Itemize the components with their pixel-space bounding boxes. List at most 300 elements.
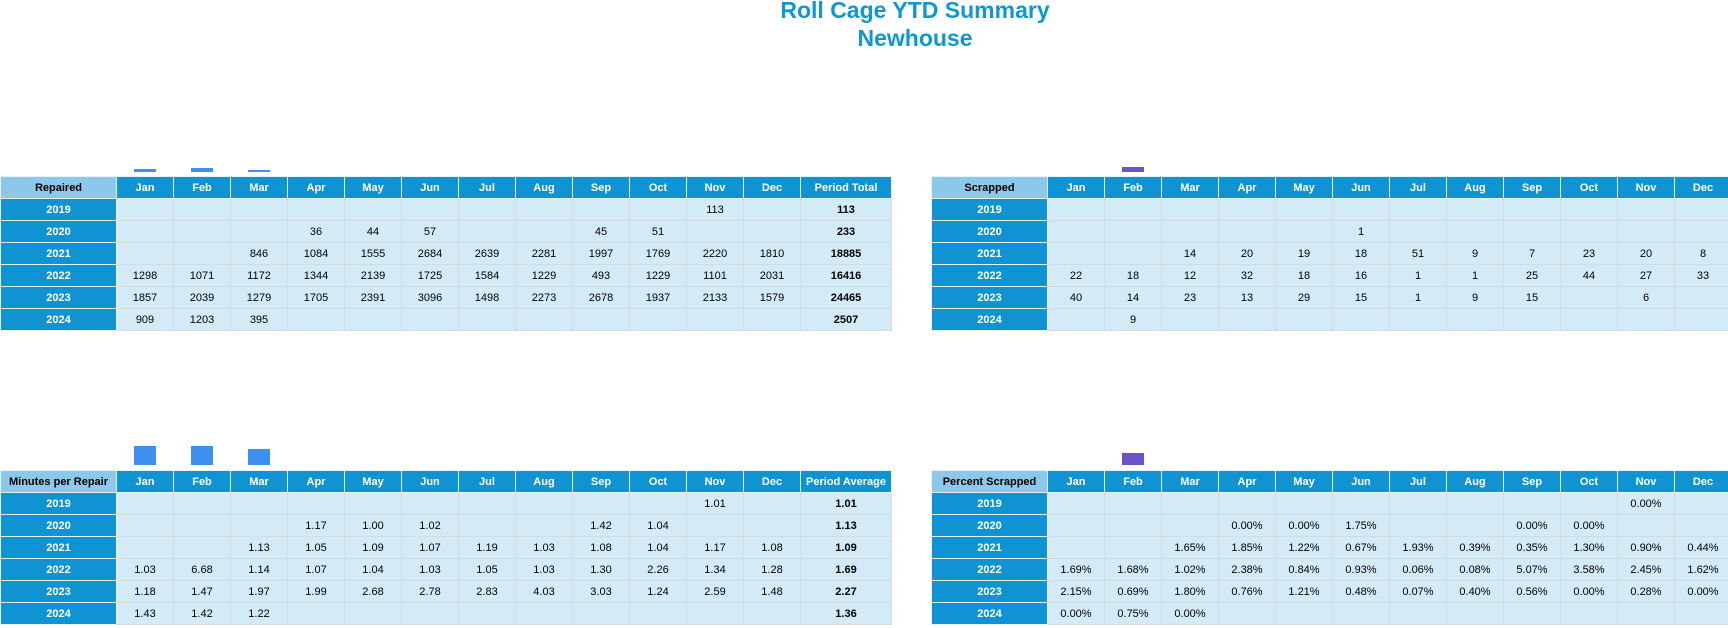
- table-cell: [288, 199, 345, 221]
- month-header: Feb: [174, 471, 231, 493]
- table-cell: [573, 603, 630, 625]
- table-cell: 1.21%: [1276, 581, 1333, 603]
- table-cell: [1048, 493, 1105, 515]
- month-header: Nov: [1618, 471, 1675, 493]
- table-cell: [174, 537, 231, 559]
- table-cell: [516, 309, 573, 331]
- table-cell: 1.75%: [1333, 515, 1390, 537]
- month-header: Apr: [288, 177, 345, 199]
- table-cell: 1298: [117, 265, 174, 287]
- table-cell: [630, 309, 687, 331]
- table-cell: 0.00%: [1618, 493, 1675, 515]
- table-cell: 1.04: [345, 559, 402, 581]
- table-cell: 33: [1675, 265, 1728, 287]
- table-cell: [1390, 199, 1447, 221]
- table-row: [932, 515, 1728, 537]
- month-header: Jun: [402, 471, 459, 493]
- table-row: [932, 537, 1728, 559]
- table-cell: 1279: [231, 287, 288, 309]
- table-cell: 25: [1504, 265, 1561, 287]
- table-row: [932, 199, 1728, 221]
- table-cell: [1276, 199, 1333, 221]
- table-cell: 23: [1561, 243, 1618, 265]
- table-cell: [573, 199, 630, 221]
- table-cell: 1.08: [744, 537, 801, 559]
- year-label: 2023: [1, 287, 117, 309]
- year-label: 2020: [932, 221, 1048, 243]
- table-cell: [174, 515, 231, 537]
- row-total-cell: 2.27: [801, 581, 892, 603]
- table-cell: [1105, 221, 1162, 243]
- table-cell: 1229: [630, 265, 687, 287]
- month-header: Nov: [1618, 177, 1675, 199]
- table-row: [932, 287, 1728, 309]
- table-cell: [174, 243, 231, 265]
- table-cell: [459, 221, 516, 243]
- table-cell: 27: [1618, 265, 1675, 287]
- table-cell: 40: [1048, 287, 1105, 309]
- month-header: Aug: [1447, 471, 1504, 493]
- table-row: [1, 265, 892, 287]
- table-cell: 13: [1219, 287, 1276, 309]
- table-cell: 1.22: [231, 603, 288, 625]
- table-cell: [1162, 515, 1219, 537]
- row-total-cell: 233: [801, 221, 892, 243]
- table-cell: 2.26: [630, 559, 687, 581]
- month-header: Jun: [1333, 177, 1390, 199]
- year-label: 2024: [1, 603, 117, 625]
- month-header: Oct: [1561, 471, 1618, 493]
- table-cell: [1390, 603, 1447, 625]
- table-cell: [744, 199, 801, 221]
- table-cell: 1.68%: [1105, 559, 1162, 581]
- table-cell: 2391: [345, 287, 402, 309]
- year-label: 2021: [1, 243, 117, 265]
- table-cell: 7: [1504, 243, 1561, 265]
- table-cell: [516, 199, 573, 221]
- row-total-cell: 1.69: [801, 559, 892, 581]
- table-cell: [288, 309, 345, 331]
- table-cell: [1390, 309, 1447, 331]
- row-total-cell: 1.13: [801, 515, 892, 537]
- table-cell: 3.58%: [1561, 559, 1618, 581]
- percent-corner-label: Percent Scrapped: [932, 471, 1048, 493]
- table-cell: 2639: [459, 243, 516, 265]
- table-cell: [1276, 309, 1333, 331]
- table-cell: 1.04: [630, 515, 687, 537]
- table-cell: [1105, 199, 1162, 221]
- table-cell: 1101: [687, 265, 744, 287]
- table-cell: 0.08%: [1447, 559, 1504, 581]
- table-cell: [1447, 515, 1504, 537]
- table-cell: [1276, 221, 1333, 243]
- table-cell: 1810: [744, 243, 801, 265]
- percent-header-row: [932, 471, 1728, 493]
- table-cell: [459, 603, 516, 625]
- table-cell: [1219, 199, 1276, 221]
- table-cell: 1.97: [231, 581, 288, 603]
- table-cell: 18: [1276, 265, 1333, 287]
- minutes-corner-label: Minutes per Repair: [1, 471, 117, 493]
- month-header: Jan: [117, 177, 174, 199]
- table-cell: 2031: [744, 265, 801, 287]
- year-label: 2023: [932, 287, 1048, 309]
- table-cell: 6: [1618, 287, 1675, 309]
- table-cell: 0.00%: [1504, 515, 1561, 537]
- table-cell: 9: [1447, 243, 1504, 265]
- table-cell: [1276, 493, 1333, 515]
- table-cell: 2139: [345, 265, 402, 287]
- table-cell: [402, 493, 459, 515]
- month-header: May: [1276, 177, 1333, 199]
- month-header: Mar: [1162, 177, 1219, 199]
- table-cell: [1276, 603, 1333, 625]
- month-header: Sep: [1504, 177, 1561, 199]
- table-cell: [1162, 199, 1219, 221]
- table-cell: 909: [117, 309, 174, 331]
- table-cell: 0.00%: [1219, 515, 1276, 537]
- table-cell: 0.28%: [1618, 581, 1675, 603]
- table-row: [1, 309, 892, 331]
- month-header: Nov: [687, 471, 744, 493]
- month-header: Mar: [231, 471, 288, 493]
- table-row: [932, 265, 1728, 287]
- table-cell: [1675, 309, 1728, 331]
- year-label: 2021: [932, 537, 1048, 559]
- table-cell: 493: [573, 265, 630, 287]
- year-label: 2020: [1, 221, 117, 243]
- table-cell: 36: [288, 221, 345, 243]
- repaired-total-header: Period Total: [801, 177, 892, 199]
- table-cell: 2684: [402, 243, 459, 265]
- table-cell: 32: [1219, 265, 1276, 287]
- table-cell: [1561, 221, 1618, 243]
- month-header: Jul: [1390, 471, 1447, 493]
- table-cell: [1675, 515, 1728, 537]
- table-cell: [687, 515, 744, 537]
- table-cell: 1.99: [288, 581, 345, 603]
- table-cell: [1561, 309, 1618, 331]
- table-cell: [630, 493, 687, 515]
- table-cell: 8: [1675, 243, 1728, 265]
- table-cell: 2.68: [345, 581, 402, 603]
- table-cell: 1.30: [573, 559, 630, 581]
- row-total-cell: 24465: [801, 287, 892, 309]
- table-cell: [1219, 603, 1276, 625]
- table-cell: [1504, 493, 1561, 515]
- sparkline-bar: [1122, 453, 1144, 465]
- table-cell: 14: [1162, 243, 1219, 265]
- table-cell: 5.07%: [1504, 559, 1561, 581]
- table-cell: 1.08: [573, 537, 630, 559]
- table-cell: 2.45%: [1618, 559, 1675, 581]
- table-row: [932, 243, 1728, 265]
- table-cell: 1084: [288, 243, 345, 265]
- table-cell: 0.39%: [1447, 537, 1504, 559]
- month-header: Feb: [174, 177, 231, 199]
- table-cell: 1.02: [402, 515, 459, 537]
- table-cell: 1203: [174, 309, 231, 331]
- table-cell: [516, 603, 573, 625]
- table-cell: [1561, 603, 1618, 625]
- table-cell: 1344: [288, 265, 345, 287]
- year-label: 2019: [1, 199, 117, 221]
- page-title: Roll Cage YTD Summary: [780, 0, 1050, 23]
- table-cell: [1618, 515, 1675, 537]
- month-header: Jan: [1048, 471, 1105, 493]
- table-cell: [1447, 199, 1504, 221]
- table-row: [932, 581, 1728, 603]
- table-cell: 1.03: [117, 559, 174, 581]
- table-cell: [1447, 309, 1504, 331]
- scrapped-corner-label: Scrapped: [932, 177, 1048, 199]
- table-cell: 2039: [174, 287, 231, 309]
- row-total-cell: 2507: [801, 309, 892, 331]
- sparkline-bar: [248, 449, 270, 465]
- month-header: Jul: [1390, 177, 1447, 199]
- table-cell: 44: [345, 221, 402, 243]
- month-header: Dec: [744, 177, 801, 199]
- table-row: [1, 603, 892, 625]
- year-label: 2023: [1, 581, 117, 603]
- table-cell: [117, 493, 174, 515]
- table-row: [932, 603, 1728, 625]
- table-cell: [1048, 199, 1105, 221]
- table-cell: [573, 309, 630, 331]
- table-cell: [1504, 221, 1561, 243]
- table-cell: [1219, 493, 1276, 515]
- table-cell: [1105, 515, 1162, 537]
- row-total-cell: 18885: [801, 243, 892, 265]
- month-header: Jul: [459, 177, 516, 199]
- table-cell: 2.15%: [1048, 581, 1105, 603]
- table-cell: 1.42: [573, 515, 630, 537]
- table-cell: [345, 603, 402, 625]
- table-cell: 0.07%: [1390, 581, 1447, 603]
- table-cell: [117, 243, 174, 265]
- table-row: [1, 515, 892, 537]
- table-cell: 1.17: [288, 515, 345, 537]
- month-header: Oct: [630, 177, 687, 199]
- table-cell: [345, 493, 402, 515]
- table-cell: 0.35%: [1504, 537, 1561, 559]
- table-cell: 9: [1105, 309, 1162, 331]
- table-cell: 2133: [687, 287, 744, 309]
- table-cell: 0.90%: [1618, 537, 1675, 559]
- table-cell: 1.24: [630, 581, 687, 603]
- table-cell: 0.56%: [1504, 581, 1561, 603]
- sparkline-bar: [248, 170, 270, 172]
- table-cell: 1.30%: [1561, 537, 1618, 559]
- table-cell: 1.18: [117, 581, 174, 603]
- table-cell: 1.00: [345, 515, 402, 537]
- minutes-total-header: Period Average: [801, 471, 892, 493]
- table-cell: [1048, 537, 1105, 559]
- table-cell: [1162, 221, 1219, 243]
- table-cell: 1.22%: [1276, 537, 1333, 559]
- table-cell: [1219, 221, 1276, 243]
- month-header: Dec: [1675, 471, 1728, 493]
- table-cell: [1333, 199, 1390, 221]
- table-cell: [1048, 515, 1105, 537]
- table-cell: 0.44%: [1675, 537, 1728, 559]
- table-cell: 2281: [516, 243, 573, 265]
- table-cell: [288, 603, 345, 625]
- scrapped-header-row: [932, 177, 1728, 199]
- table-cell: 18: [1333, 243, 1390, 265]
- table-cell: [1333, 309, 1390, 331]
- table-cell: 0.06%: [1390, 559, 1447, 581]
- table-cell: [231, 515, 288, 537]
- table-row: [1, 199, 892, 221]
- table-row: [932, 309, 1728, 331]
- sparkline-bar: [134, 446, 156, 465]
- month-header: Sep: [573, 177, 630, 199]
- table-cell: 1705: [288, 287, 345, 309]
- table-cell: 1584: [459, 265, 516, 287]
- table-cell: 2.59: [687, 581, 744, 603]
- table-row: [1, 221, 892, 243]
- table-cell: [1333, 493, 1390, 515]
- sparkline-bar: [1122, 167, 1144, 172]
- table-cell: 2273: [516, 287, 573, 309]
- table-cell: [117, 221, 174, 243]
- table-cell: 0.93%: [1333, 559, 1390, 581]
- table-cell: 2.78: [402, 581, 459, 603]
- table-cell: [1447, 603, 1504, 625]
- table-cell: [573, 493, 630, 515]
- table-cell: 1.04: [630, 537, 687, 559]
- table-cell: 1.05: [459, 559, 516, 581]
- month-header: May: [345, 177, 402, 199]
- table-cell: [345, 199, 402, 221]
- table-cell: 1.28: [744, 559, 801, 581]
- table-cell: [1675, 493, 1728, 515]
- table-cell: 9: [1447, 287, 1504, 309]
- table-cell: [744, 309, 801, 331]
- table-cell: [117, 199, 174, 221]
- table-cell: 0.00%: [1276, 515, 1333, 537]
- table-cell: 1.85%: [1219, 537, 1276, 559]
- scrapped-table: [931, 176, 1728, 331]
- table-cell: [1162, 309, 1219, 331]
- table-cell: 1: [1447, 265, 1504, 287]
- table-cell: 0.00%: [1162, 603, 1219, 625]
- month-header: Apr: [1219, 177, 1276, 199]
- sparkline-bar: [191, 446, 213, 465]
- table-cell: [1048, 243, 1105, 265]
- month-header: Jul: [459, 471, 516, 493]
- table-row: [1, 287, 892, 309]
- table-cell: 1.48: [744, 581, 801, 603]
- table-cell: 15: [1333, 287, 1390, 309]
- table-cell: [687, 221, 744, 243]
- year-label: 2024: [932, 603, 1048, 625]
- table-cell: [744, 603, 801, 625]
- month-header: Jan: [1048, 177, 1105, 199]
- table-cell: 15: [1504, 287, 1561, 309]
- table-cell: [1048, 221, 1105, 243]
- month-header: Nov: [687, 177, 744, 199]
- table-cell: [744, 493, 801, 515]
- table-cell: [1333, 603, 1390, 625]
- table-row: [1, 537, 892, 559]
- table-cell: 0.00%: [1048, 603, 1105, 625]
- table-cell: 1.43: [117, 603, 174, 625]
- table-cell: 20: [1618, 243, 1675, 265]
- table-cell: [1675, 287, 1728, 309]
- table-cell: 29: [1276, 287, 1333, 309]
- month-header: Jun: [1333, 471, 1390, 493]
- month-header: Sep: [1504, 471, 1561, 493]
- repaired-corner-label: Repaired: [1, 177, 117, 199]
- table-cell: 1229: [516, 265, 573, 287]
- table-cell: 1769: [630, 243, 687, 265]
- table-cell: [1675, 603, 1728, 625]
- year-label: 2020: [1, 515, 117, 537]
- table-cell: 1997: [573, 243, 630, 265]
- table-cell: [1618, 221, 1675, 243]
- year-label: 2022: [932, 265, 1048, 287]
- table-row: [932, 493, 1728, 515]
- table-cell: 2678: [573, 287, 630, 309]
- table-cell: [1618, 309, 1675, 331]
- table-cell: [402, 603, 459, 625]
- table-cell: [1561, 287, 1618, 309]
- month-header: Aug: [516, 177, 573, 199]
- month-header: Apr: [1219, 471, 1276, 493]
- table-cell: 1.02%: [1162, 559, 1219, 581]
- row-total-cell: 1.09: [801, 537, 892, 559]
- table-cell: 1.03: [516, 559, 573, 581]
- table-cell: [174, 493, 231, 515]
- month-header: May: [1276, 471, 1333, 493]
- month-header: May: [345, 471, 402, 493]
- table-cell: 3.03: [573, 581, 630, 603]
- table-cell: 1725: [402, 265, 459, 287]
- month-header: Jan: [117, 471, 174, 493]
- table-cell: 0.75%: [1105, 603, 1162, 625]
- table-cell: [1219, 309, 1276, 331]
- table-cell: 3096: [402, 287, 459, 309]
- table-cell: [288, 493, 345, 515]
- table-cell: [231, 199, 288, 221]
- table-cell: 1.05: [288, 537, 345, 559]
- year-label: 2020: [932, 515, 1048, 537]
- table-cell: 4.03: [516, 581, 573, 603]
- table-cell: 0.67%: [1333, 537, 1390, 559]
- table-cell: 1937: [630, 287, 687, 309]
- repaired-table: [0, 176, 892, 331]
- row-total-cell: 113: [801, 199, 892, 221]
- table-cell: [1561, 199, 1618, 221]
- year-label: 2019: [932, 199, 1048, 221]
- table-cell: 23: [1162, 287, 1219, 309]
- year-label: 2021: [1, 537, 117, 559]
- table-cell: [1675, 221, 1728, 243]
- table-cell: [117, 515, 174, 537]
- table-cell: [1390, 515, 1447, 537]
- table-cell: [402, 309, 459, 331]
- table-cell: 1.01: [687, 493, 744, 515]
- table-cell: 1857: [117, 287, 174, 309]
- table-cell: 1.42: [174, 603, 231, 625]
- year-label: 2024: [1, 309, 117, 331]
- table-cell: 0.48%: [1333, 581, 1390, 603]
- month-header: Sep: [573, 471, 630, 493]
- table-cell: 16: [1333, 265, 1390, 287]
- month-header: Oct: [1561, 177, 1618, 199]
